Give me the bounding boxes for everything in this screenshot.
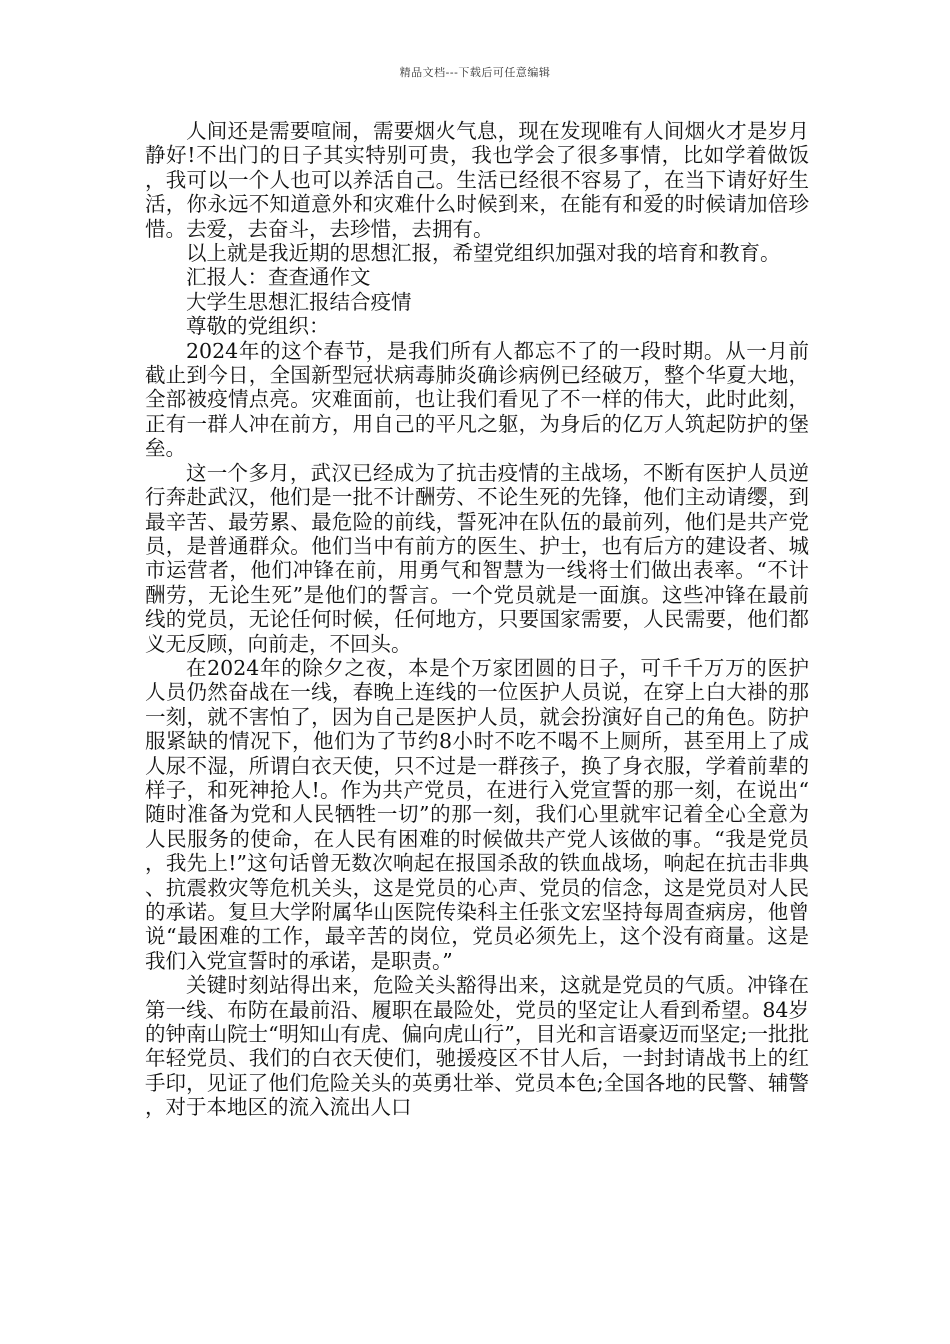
section-title: 大学生思想汇报结合疫情 [186, 289, 412, 314]
paragraph-5: 在2024年的除夕之夜，本是个万家团圆的日子，可千千万万的医护人员仍然奋战在一线，春晚上连线的一位医护人员说，在穿上白大褂的那一刻，就不害怕了，因为自己是医护人员，就会扮演好自己的角色。防护服紧缺的情况下，他们为了节约8小时不吃不喝不上厕所，甚至用上了成人尿不湿，所谓白衣天使，只不过是一群孩子，换了身衣服，学着前辈的样子，和死神抢人!。作为共产党员，在进行入党宣誓的那一刻，在说出“随时准备为党和人民牺牲一切”的那一刻，我们心里就牢记着全心全意为人民服务的使命，在人民有困难的时候做共产党人该做的事。“我是党员，我先上!”这句话曾无数次响起在报国杀敌的铁血战场，响起在抗击非典、抗震救灾等危机关头，这是党员的心声、党员的信念，这是党员对人民的承诺。复旦大学附属华山医院传染科主任张文宏坚持每周查病房，他曾说“最困难的工作，最辛苦的岗位，党员必须先上，这个没有商量。这是我们入党宣誓时的承诺，是职责。” [145, 655, 809, 973]
paragraph-3: 2024年的这个春节，是我们所有人都忘不了的一段时期。从一月前截止到今日，全国新型冠状病毒肺炎确诊病例已经破万，整个华夏大地，全部被疫情点亮。灾难面前，也让我们看见了不一样的伟大，此时此刻，正有一群人冲在前方，用自己的平凡之躯，为身后的亿万人筑起防护的堡垒。 [145, 338, 809, 461]
page-header: 精品文档---下载后可任意编辑 [399, 66, 551, 79]
reporter-line: 汇报人：查查通作文 [186, 265, 371, 290]
paragraph-1: 人间还是需要喧闹，需要烟火气息，现在发现唯有人间烟火才是岁月静好!不出门的日子其实特别可贵，我也学会了很多事情，比如学着做饭，我可以一个人也可以养活自己。生活已经很不容易了，在当下请好好生活，你永远不知道意外和灾难什么时候到来，在能有和爱的时候请加倍珍惜。去爱，去奋斗，去珍惜，去拥有。 [145, 119, 809, 241]
paragraph-2: 以上就是我近期的思想汇报，希望党组织加强对我的培育和教育。 [186, 241, 781, 266]
salutation: 尊敬的党组织： [186, 314, 330, 339]
document-body [145, 119, 809, 1120]
paragraph-4: 这一个多月，武汉已经成为了抗击疫情的主战场，不断有医护人员逆行奔赴武汉，他们是一批不计酬劳、不论生死的先锋，他们主动请缨，到最辛苦、最劳累、最危险的前线，誓死冲在队伍的最前列，他们是共产党员，是普通群众。他们当中有前方的医生、护士，也有后方的建设者、城市运营者，他们冲锋在前，用勇气和智慧为一线将士们做出表率。“不计酬劳，无论生死”是他们的誓言。一个党员就是一面旗。这些冲锋在最前线的党员，无论任何时候，任何地方，只要国家需要，人民需要，他们都义无反顾，向前走，不回头。 [145, 460, 809, 656]
paragraph-6: 关键时刻站得出来，危险关头豁得出来，这就是党员的气质。冲锋在第一线、布防在最前沿、履职在最险处，党员的坚定让人看到希望。84岁的钟南山院士“明知山有虎、偏向虎山行”，目光和言语豪迈而坚定;一批批年轻党员、我们的白衣天使们，驰援疫区不甘人后，一封封请战书上的红手印，见证了他们危险关头的英勇壮举、党员本色;全国各地的民警、辅警，对于本地区的流入流出人口 [145, 973, 809, 1120]
